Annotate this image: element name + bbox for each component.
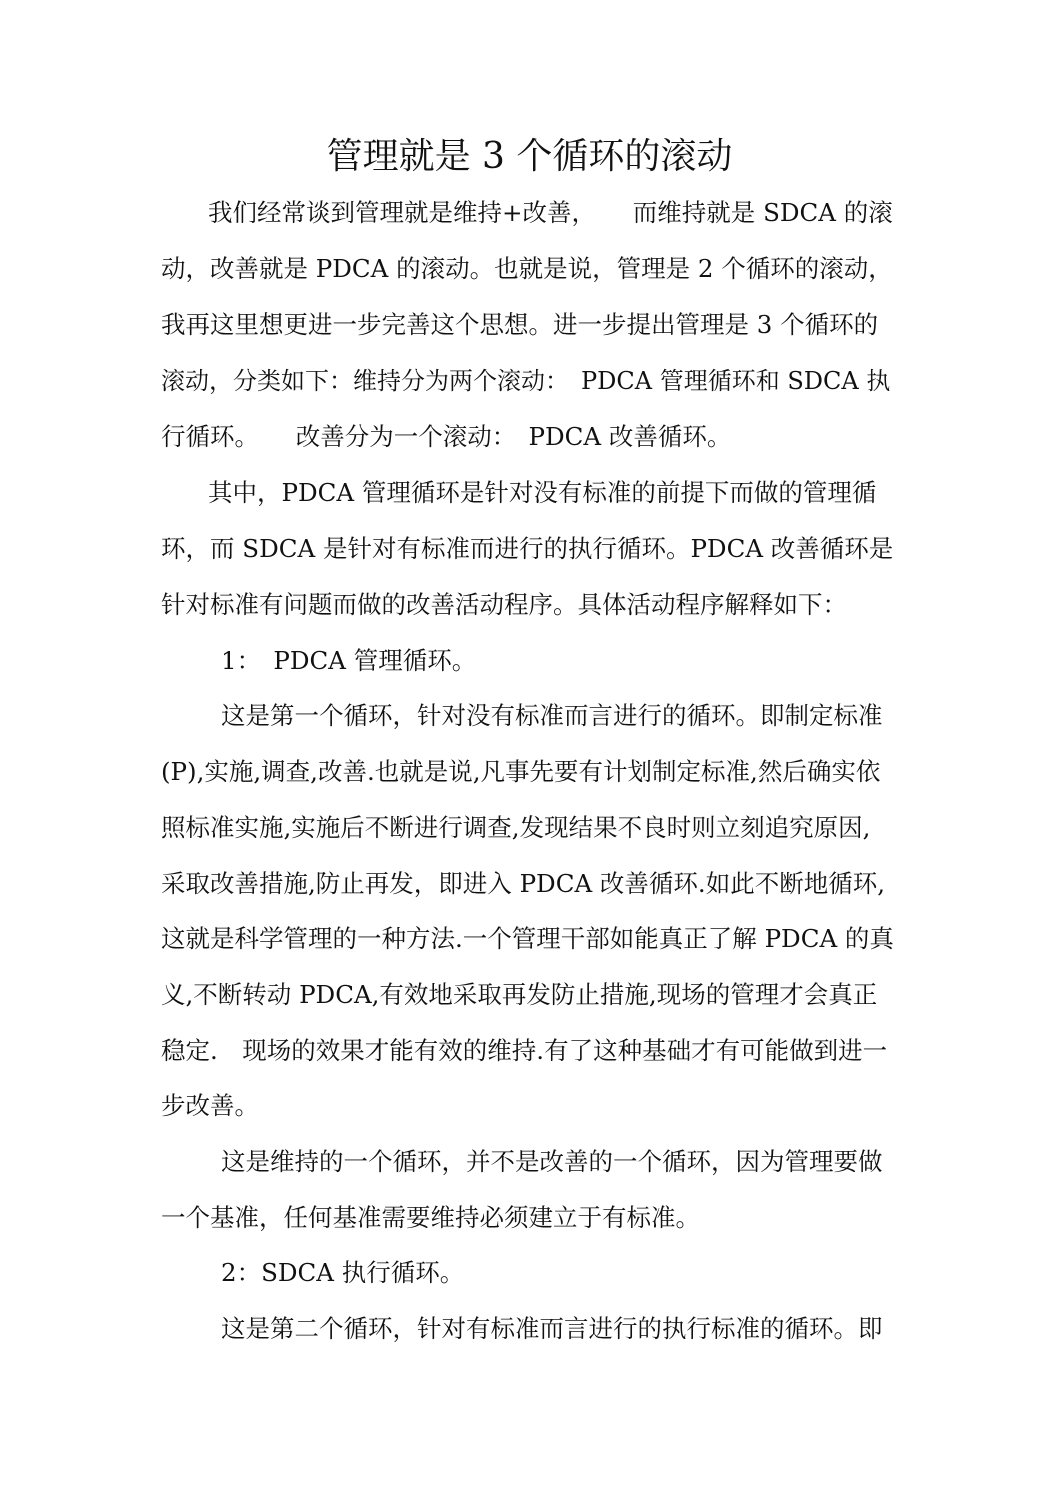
paragraph-1-line-2: 动，改善就是 PDCA 的滚动。也就是说，管理是 2 个循环的滚动， (161, 254, 893, 283)
section-2-heading: 2：SDCA 执行循环。 (221, 1258, 465, 1287)
paragraph-3-line-3: 照标准实施,实施后不断进行调查,发现结果不良时则立刻追究原因, (161, 813, 871, 842)
paragraph-1-line-5: 行循环。 改善分为一个滚动： PDCA 改善循环。 (161, 422, 732, 451)
paragraph-2-line-2: 环，而 SDCA 是针对有标准而进行的执行循环。PDCA 改善循环是 (161, 534, 894, 563)
paragraph-1-line-4: 滚动，分类如下：维持分为两个滚动： PDCA 管理循环和 SDCA 执 (161, 367, 891, 395)
paragraph-2-line-3: 针对标准有问题而做的改善活动程序。具体活动程序解释如下： (161, 590, 847, 619)
paragraph-1-line-1: 我们经常谈到管理就是维持+改善， 而维持就是 SDCA 的滚 (208, 198, 893, 227)
document-title: 管理就是 3 个循环的滚动 (326, 136, 733, 177)
paragraph-1-line-3: 我再这里想更进一步完善这个思想。进一步提出管理是 3 个循环的 (161, 310, 879, 339)
paragraph-3-line-4: 采取改善措施,防止再发，即进入 PDCA 改善循环.如此不断地循环, (161, 869, 886, 898)
paragraph-3-line-6: 义,不断转动 PDCA,有效地采取再发防止措施,现场的管理才会真正 (161, 980, 878, 1009)
paragraph-2-line-1: 其中，PDCA 管理循环是针对没有标准的前提下而做的管理循 (208, 478, 877, 507)
paragraph-5-line-1: 这是第二个循环，针对有标准而言进行的执行标准的循环。即 (221, 1314, 883, 1343)
paragraph-3-line-7: 稳定. 现场的效果才能有效的维持.有了这种基础才有可能做到进一 (161, 1036, 888, 1065)
paragraph-4-line-2: 一个基准，任何基准需要维持必须建立于有标准。 (161, 1203, 700, 1232)
paragraph-3-line-1: 这是第一个循环，针对没有标准而言进行的循环。即制定标准 (221, 701, 883, 730)
paragraph-4-line-1: 这是维持的一个循环，并不是改善的一个循环，因为管理要做 (221, 1147, 883, 1176)
paragraph-3-line-8: 步改善。 (161, 1091, 259, 1120)
paragraph-3-line-5: 这就是科学管理的一种方法.一个管理干部如能真正了解 PDCA 的真 (161, 924, 894, 953)
section-1-heading: 1： PDCA 管理循环。 (221, 646, 477, 675)
paragraph-3-line-2: (P),实施,调查,改善.也就是说,凡事先要有计划制定标准,然后确实依 (161, 757, 881, 786)
